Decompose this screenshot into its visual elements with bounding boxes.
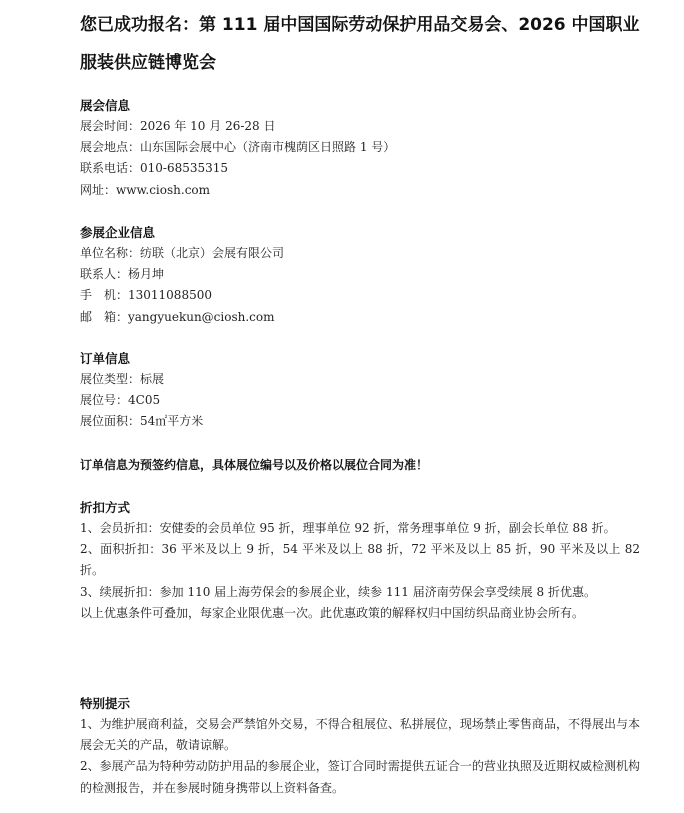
exhibition-phone: 联系电话：010-68535315 [80, 161, 229, 176]
exhibition-website: 网址：www.ciosh.com [80, 182, 211, 197]
company-info-section [80, 222, 640, 328]
contact-mobile: 手 机：13011088500 [80, 288, 212, 303]
special-tip-2: 2、参展产品为特种劳动防护用品的参展企业，签订合同时需提供五证合一的营业执照及近期权威检测机构的检测报告，并在参展时随身携带以上资料备查。 [80, 759, 640, 795]
exhibition-venue: 展会地点：山东国际会展中心（济南市槐荫区日照路 1 号） [80, 140, 396, 155]
booth-type: 展位类型：标展 [80, 372, 165, 386]
discount-section [80, 497, 640, 624]
contact-person: 联系人：杨月坤 [80, 267, 165, 282]
special-tips-section [80, 693, 640, 799]
page-title: 您已成功报名：第 111 届中国国际劳动保护用品交易会、2026 中国职业服装供应链博览会 [80, 15, 640, 73]
exhibition-info-heading: 展会信息 [80, 98, 131, 113]
special-tip-1: 1、为维护展商利益，交易会严禁馆外交易，不得合租展位、私拼展位，现场禁止零售商品，不得展出与本展会无关的产品，敬请谅解。 [80, 717, 640, 753]
discount-heading: 折扣方式 [80, 500, 131, 515]
exhibition-date: 展会时间：2026 年 10 月 26-28 日 [80, 119, 276, 133]
special-tips-heading: 特别提示 [80, 696, 131, 711]
discount-member: 1、会员折扣：安健委的会员单位 95 折，理事单位 92 折，常务理事单位 9 折，副会长单位 88 折。 [80, 521, 616, 535]
company-info-heading: 参展企业信息 [80, 225, 156, 240]
discount-area: 2、面积折扣：36 平米及以上 9 折，54 平米及以上 88 折，72 平米及以上 85 折，90 平米及以上 82 折。 [80, 542, 640, 578]
order-info-section [80, 348, 640, 433]
booth-area: 展位面积：54㎡平方米 [80, 414, 204, 429]
order-notice: 订单信息为预签约信息，具体展位编号以及价格以展位合同为准！ [80, 458, 429, 472]
contact-email: 邮 箱：yangyuekun@ciosh.com [80, 309, 275, 324]
exhibition-info-section [80, 95, 640, 201]
discount-renewal: 3、续展折扣：参加 110 届上海劳保会的参展企业，续参 111 届济南劳保会享受续展 8 折优惠。 [80, 584, 596, 599]
order-info-heading: 订单信息 [80, 351, 131, 366]
discount-note: 以上优惠条件可叠加，每家企业限优惠一次。此优惠政策的解释权归中国纺织品商业协会所有。 [80, 605, 585, 620]
booth-number: 展位号：4C05 [80, 393, 161, 408]
company-name: 单位名称：纺联（北京）会展有限公司 [80, 246, 285, 260]
